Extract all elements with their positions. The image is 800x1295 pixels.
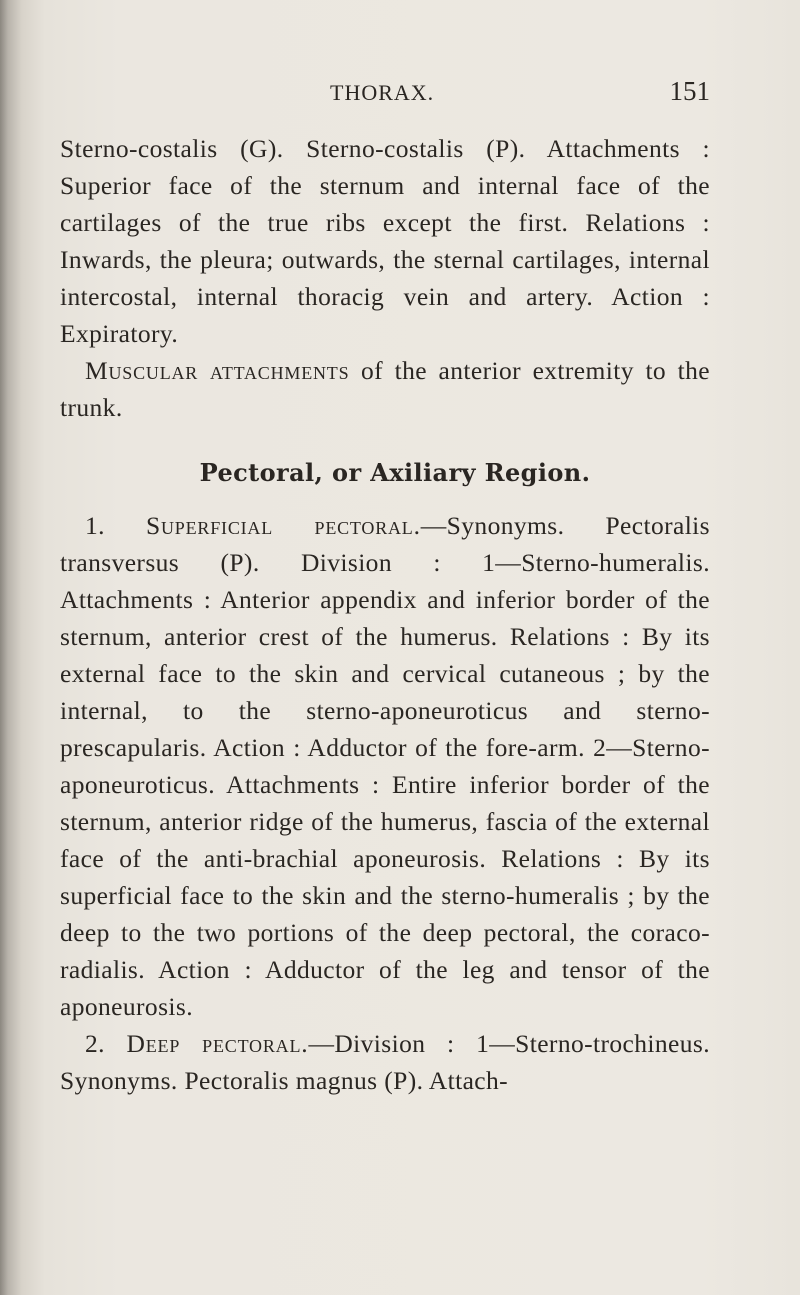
paragraph-muscular-attachments [60,352,710,426]
page-number: 151 [669,76,710,106]
paragraph-sterno-costalis: Sterno-costalis (G). Sterno-costalis (P). Attachments : Superior face of the sternum and internal face of the cartilages of the true ribs except the first. Relations : Inwards, the pleura; outwards, the sternal cartilages, internal intercostal, internal thoracig vein and artery. Action : Expiratory. [60,134,710,348]
small-caps-lead: Muscular attachments [85,356,350,385]
paragraph-text: —Synonyms. Pectoralis transversus (P). Division : 1—Sterno-humeralis. Attachments : Anterior appendix and inferior border of the sternum, anterior crest of the humerus. Relations : By its external face to the skin and cervical cutaneous ; by the internal, to the sterno-aponeuroticus and sterno-prescapularis. Action : Adductor of the fore-arm. 2—Sterno-aponeuroticus. Attachments : Entire inferior border of the sternum, anterior ridge of the humerus, fascia of the external face of the anti-brachial aponeurosis. Relations : By its superficial face to the skin and the sterno-humeralis ; by the deep to the two portions of the deep pectoral, the coraco-radialis. Action : Adductor of the leg and tensor of the aponeurosis. [60,511,710,1021]
paragraph-superficial-pectoral [60,507,710,1025]
small-caps-lead: Superficial pectoral. [146,511,421,540]
paragraph-text: —Division : 1—Sterno-trochineus. Synonyms. Pectoralis magnus (P). Attach- [60,1029,711,1095]
paragraph-deep-pectoral [60,1025,710,1099]
body-text [60,130,710,1099]
item-number: 2. [85,1029,127,1058]
section-heading: Pectoral, or Axiliary Region. [199,458,591,487]
running-head: THORAX. [330,80,435,105]
paragraph-text: of the anterior extremity to the trunk. [60,356,711,422]
page-header [0,76,800,110]
small-caps-lead: Deep pectoral. [126,1029,309,1058]
item-number: 1. [85,511,147,540]
